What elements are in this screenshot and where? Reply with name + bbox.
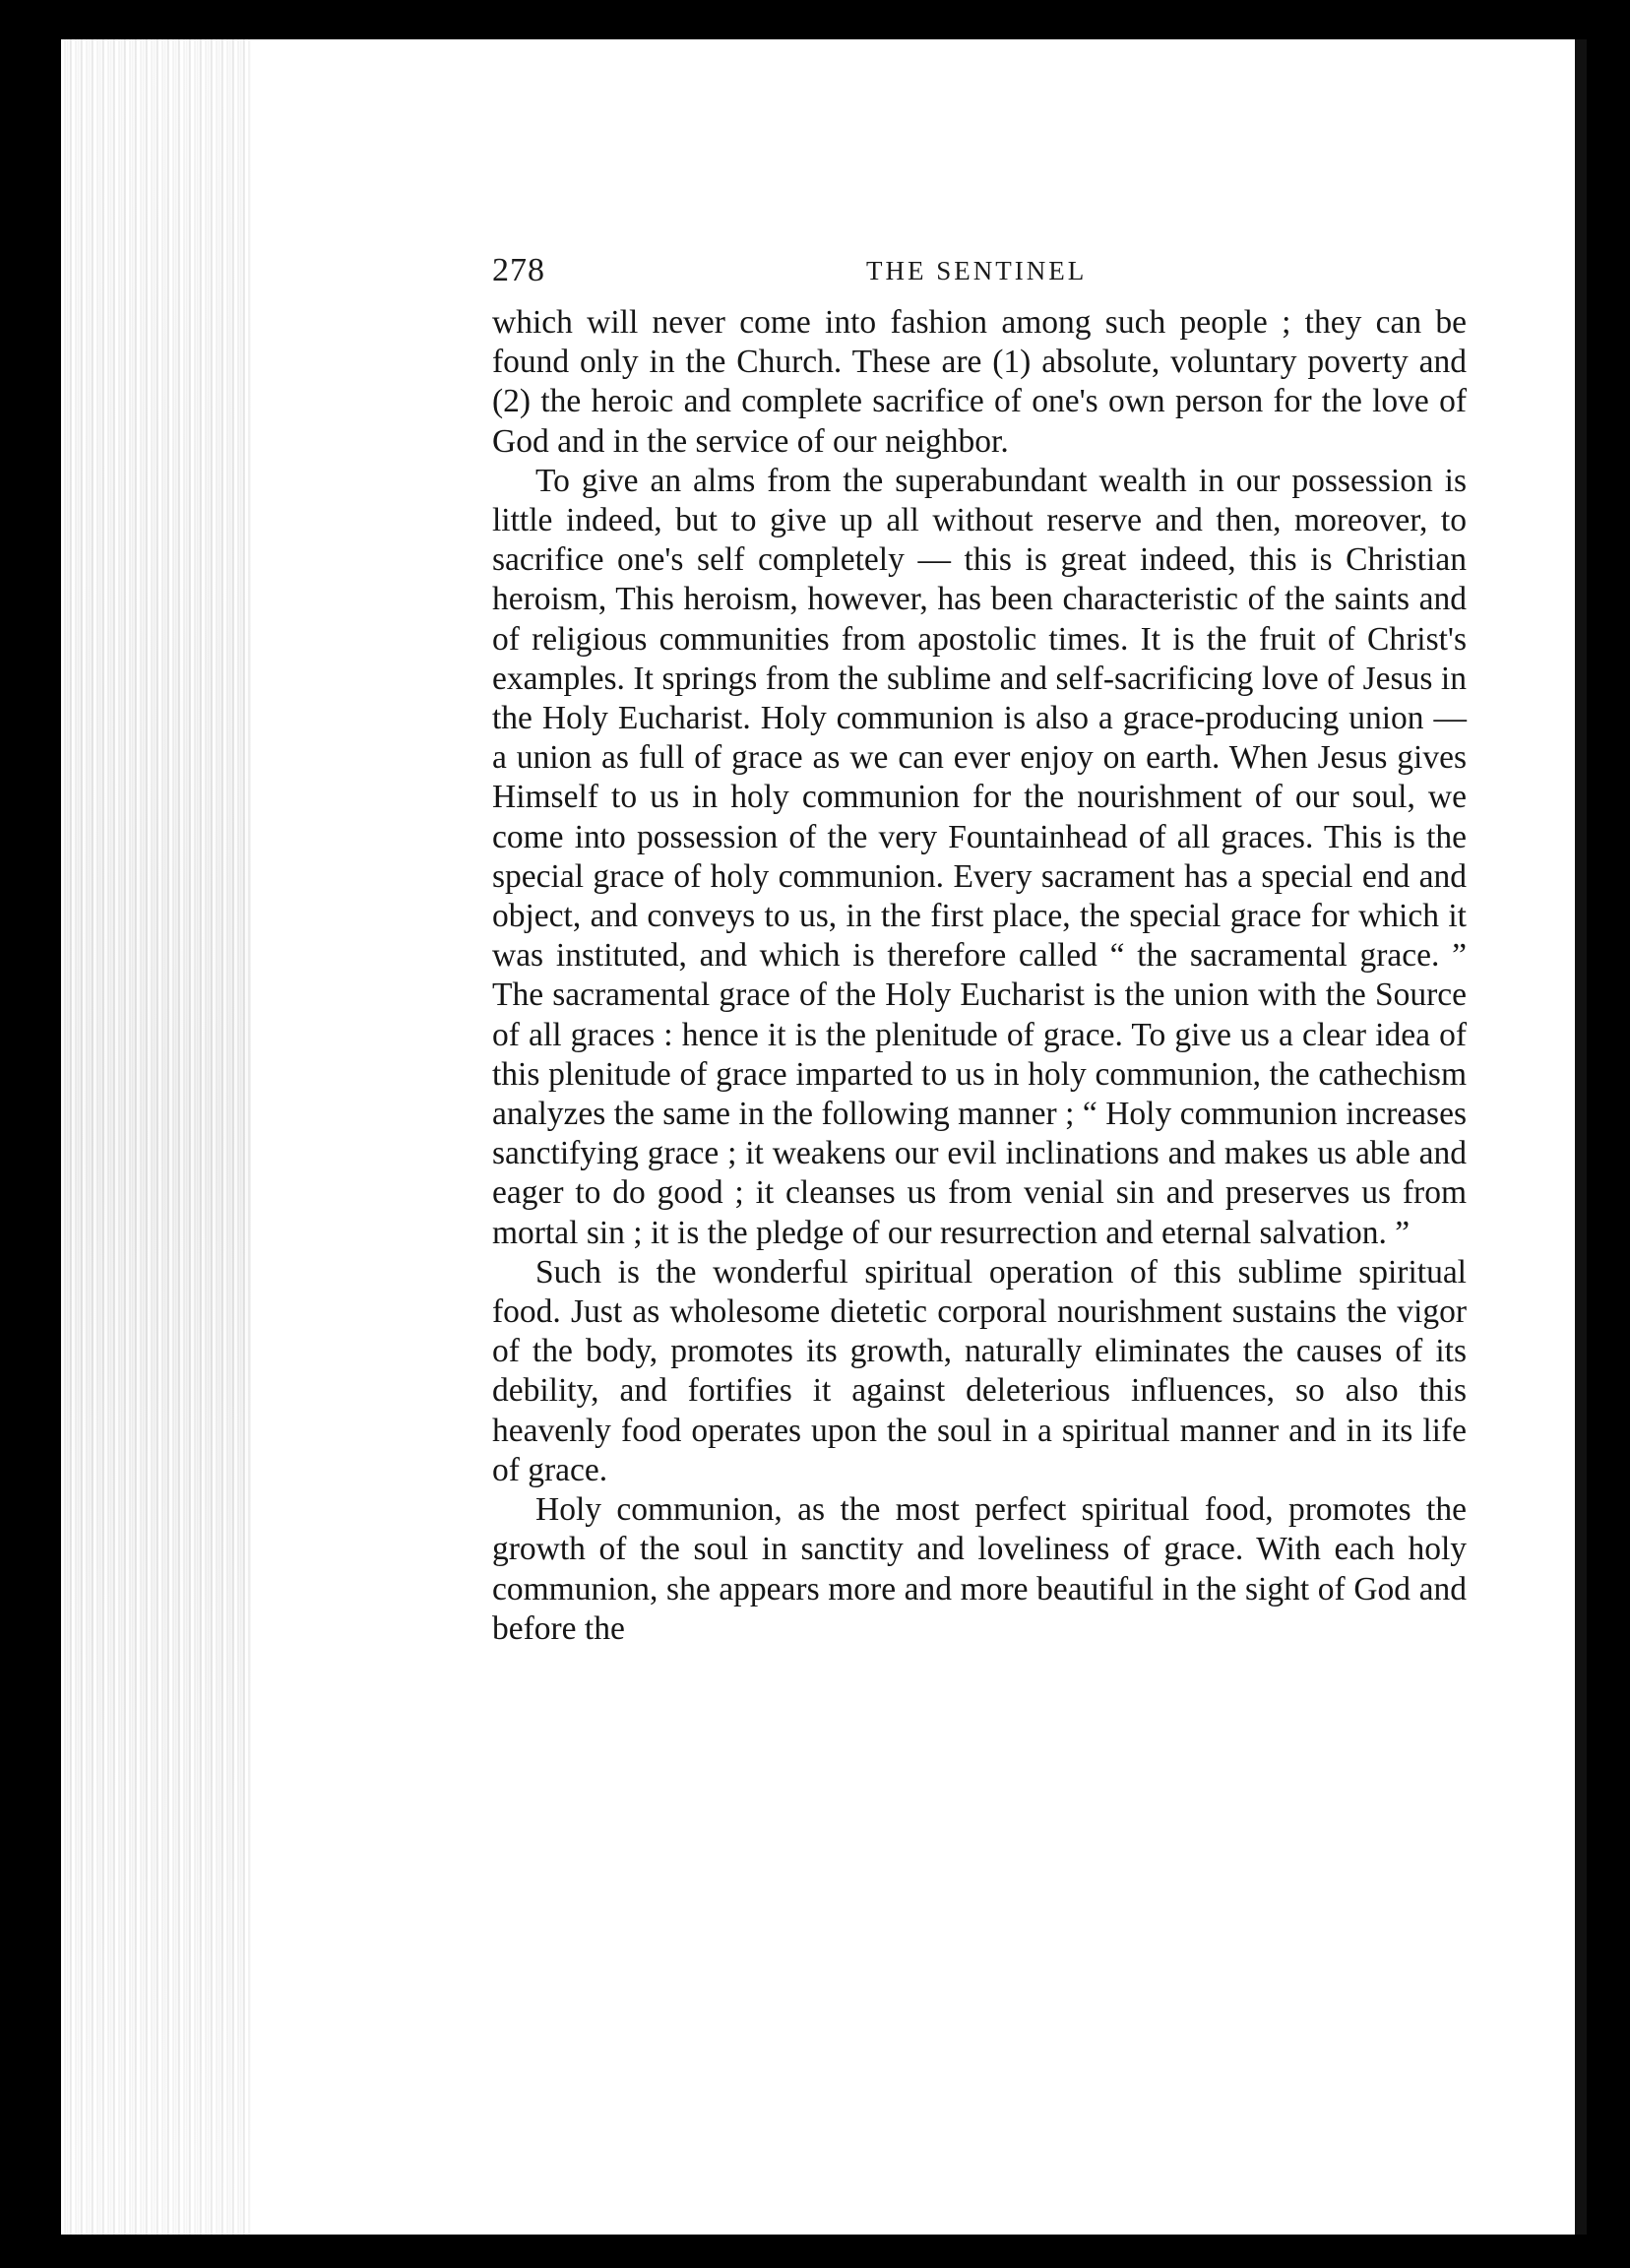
body-text	[492, 303, 1467, 1649]
paragraph: Holy communion, as the most perfect spiritual food, promotes the growth of the soul in sanctity and loveliness of grace. With each holy communion, she appears more and more beautiful in the sight of God and before the	[492, 1491, 1467, 1647]
page-edges	[61, 39, 258, 2235]
running-head	[492, 252, 1476, 291]
paragraph: To give an alms from the superabundant wealth in our possession is little indeed, but to give up all without reserve and then, moreover, to sacrifice one's self completely — this is great indeed, this is Christian heroism, This heroism, however, has been characteristic of the saints and of religious communities from apostolic times. It is the fruit of Christ's examples. It springs from the sublime and self-sacrificing love of Jesus in the Holy Eucharist. Holy communion is also a grace-producing union — a union as full of grace as we can ever enjoy on earth. When Jesus gives Himself to us in holy communion for the nourishment of our soul, we come into possession of the very Fountainhead of all graces. This is the special grace of holy communion. Every sacrament has a special end and object, and conveys to us, in the first place, the special grace for which it was instituted, and which is therefore called “ the sacramental grace. ” The sacramental grace of the Holy Eucharist is the union with the Source of all graces : hence it is the plenitude of grace. To give us a clear idea of this plenitude of grace imparted to us in holy communion, the cathechism analyzes the same in the following manner ; “ Holy communion increases sanctifying grace ; it weakens our evil inclinations and makes us able and eager to do good ; it cleanses us from venial sin and preserves us from mortal sin ; it is the pledge of our resurrection and eternal salvation. ”	[492, 462, 1467, 1251]
right-page-edge	[1575, 39, 1587, 2235]
paragraph: which will never come into fashion among such people ; they can be found only in the Church. These are (1) absolute, voluntary poverty and (2) the heroic and complete sacrifice of one's own person for the love of God and in the service of our neighbor.	[492, 304, 1467, 460]
running-title: THE SENTINEL	[866, 256, 1088, 285]
paragraph: Such is the wonderful spiritual operation of this sublime spiritual food. Just as wholesome dietetic corporal nourishment sustains the vigor of the body, promotes its growth, naturally eliminates the causes of its debility, and fortifies it against deleterious influences, so also this heavenly food operates upon the soul in a spiritual manner and in its life of grace.	[492, 1253, 1467, 1488]
page-number: 278	[492, 252, 545, 288]
